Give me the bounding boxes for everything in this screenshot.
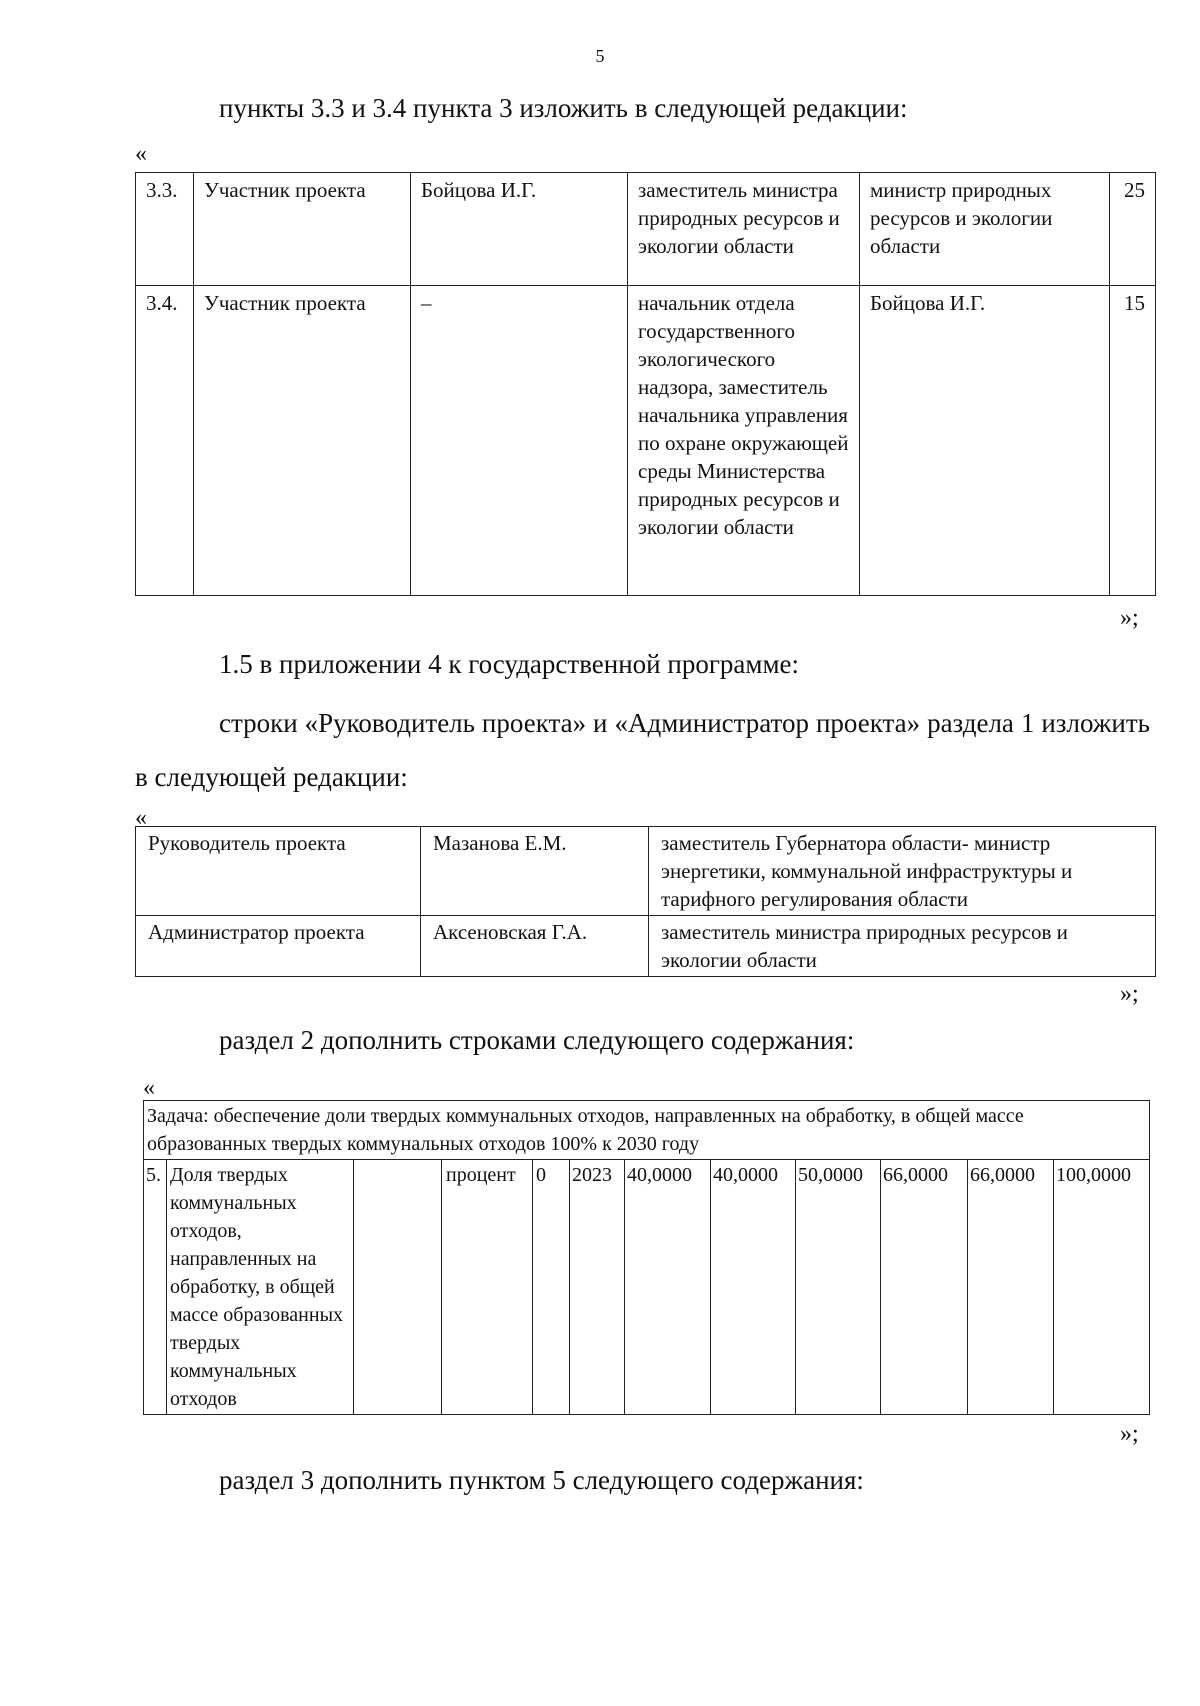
value-cell: 66,0000	[968, 1160, 1054, 1415]
name-cell: Аксеновская Г.А.	[421, 916, 649, 977]
participants-table	[135, 172, 1156, 596]
indicators-table	[143, 1100, 1150, 1415]
position-cell: заместитель министра природных ресурсов и экологии области	[649, 916, 1156, 977]
quote-open: «	[135, 805, 147, 831]
row-number: 3.4.	[136, 286, 194, 596]
position-cell: заместитель Губернатора области- министр энергетики, коммунальной инфраструктуры и тарифного регулирования области	[649, 827, 1156, 916]
rows-instruction: строки «Руководитель проекта» и «Администратор проекта» раздела 1 изложить в следующей редакции:	[135, 708, 1150, 792]
position-cell: начальник отдела государственного экологического надзора, заместитель начальника управления по охране окружающей среды Министерства природных ресурсов и экологии области	[628, 286, 860, 596]
quote-close: »;	[1120, 1421, 1139, 1447]
role-cell: Участник проекта	[194, 286, 411, 596]
value-cell: 66,0000	[881, 1160, 968, 1415]
table-row	[136, 827, 1156, 916]
section2-instruction: раздел 2 дополнить строками следующего содержания:	[219, 1025, 855, 1055]
share-cell: 25	[1110, 173, 1156, 286]
blank-cell	[354, 1160, 442, 1415]
table-row	[136, 916, 1156, 977]
role-cell: Руководитель проекта	[136, 827, 421, 916]
supervisor-cell: Бойцова И.Г.	[860, 286, 1110, 596]
section3-instruction: раздел 3 дополнить пунктом 5 следующего содержания:	[219, 1465, 864, 1495]
name-cell: Бойцова И.Г.	[411, 173, 628, 286]
quote-close: »;	[1120, 605, 1139, 631]
position-cell: заместитель министра природных ресурсов и экологии области	[628, 173, 860, 286]
name-cell: Мазанова Е.М.	[421, 827, 649, 916]
task-row	[144, 1101, 1150, 1160]
base-year-cell: 2023	[570, 1160, 625, 1415]
unit-cell: процент	[442, 1160, 533, 1415]
value-cell: 40,0000	[625, 1160, 711, 1415]
value-cell: 100,0000	[1054, 1160, 1150, 1415]
quote-open: «	[143, 1075, 155, 1101]
name-cell: –	[411, 286, 628, 596]
share-cell: 15	[1110, 286, 1156, 596]
quote-open: «	[135, 141, 147, 167]
leaders-table	[135, 826, 1156, 977]
value-cell: 50,0000	[796, 1160, 881, 1415]
value-cell: 40,0000	[711, 1160, 796, 1415]
table-row	[136, 173, 1156, 286]
section-1-5: 1.5 в приложении 4 к государственной программе:	[219, 649, 800, 679]
supervisor-cell: министр природных ресурсов и экологии области	[860, 173, 1110, 286]
intro-paragraph: пункты 3.3 и 3.4 пункта 3 изложить в следующей редакции:	[219, 93, 908, 123]
role-cell: Участник проекта	[194, 173, 411, 286]
row-number: 5.	[144, 1160, 167, 1415]
task-cell: Задача: обеспечение доли твердых коммунальных отходов, направленных на обработку, в общей массе образованных твердых коммунальных отходов 100% к 2030 году	[144, 1101, 1150, 1160]
table-row	[144, 1160, 1150, 1415]
base-value-cell: 0	[533, 1160, 570, 1415]
indicator-cell: Доля твердых коммунальных отходов, направленных на обработку, в общей массе образованных твердых коммунальных отходов	[167, 1160, 354, 1415]
page-number: 5	[595, 46, 605, 66]
row-number: 3.3.	[136, 173, 194, 286]
quote-close: »;	[1120, 981, 1139, 1007]
table-row	[136, 286, 1156, 596]
role-cell: Администратор проекта	[136, 916, 421, 977]
